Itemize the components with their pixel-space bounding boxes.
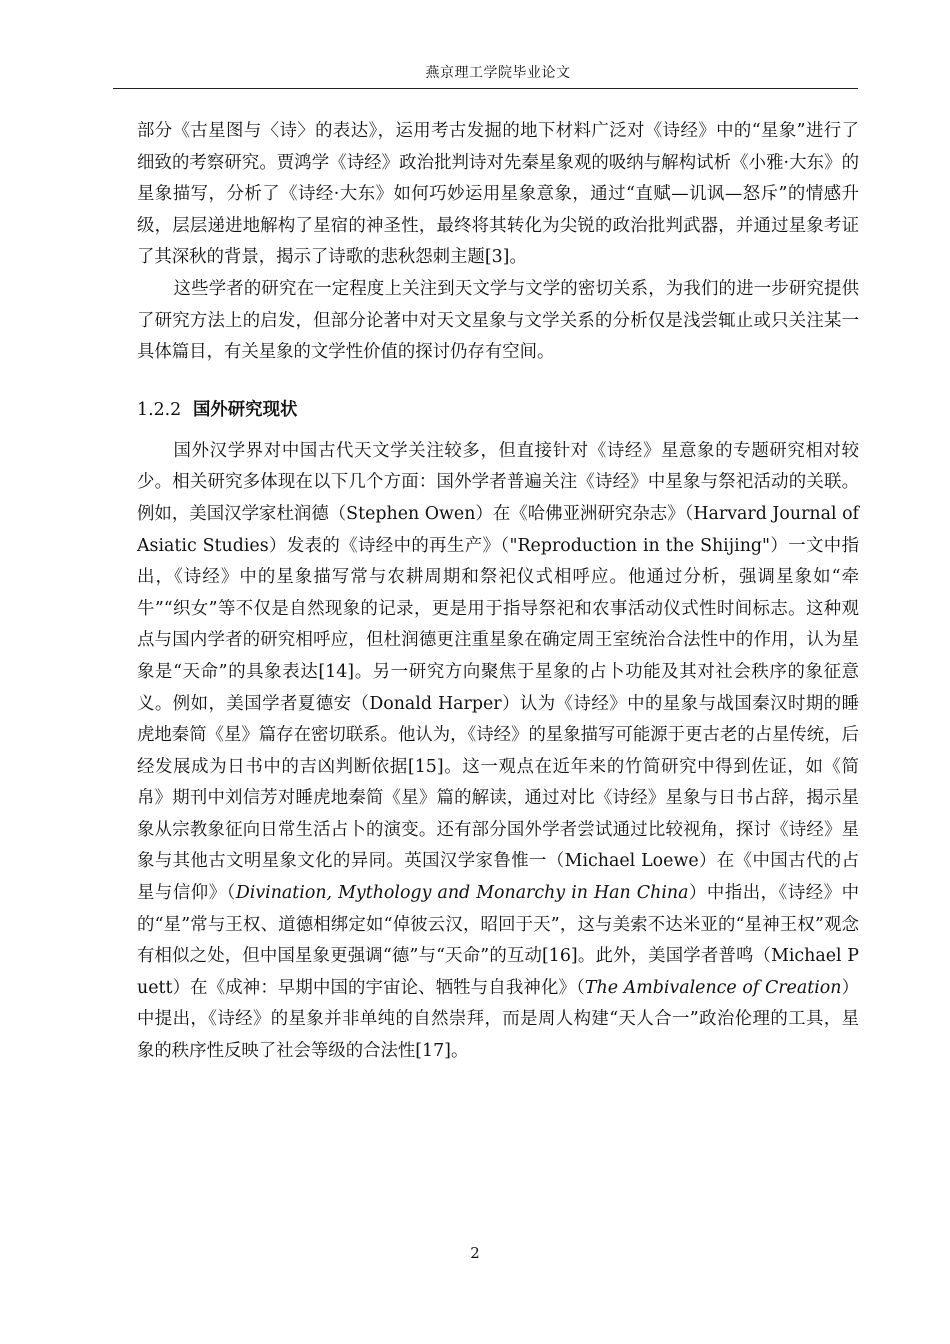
paragraph-text-part-c: ）中提出，《诗经》的星象并非单纯的自然崇拜，而是周人构建“天人合一”政治伦理的工具，星象的秩序性反映了社会等级的合法性[17]。 [137,977,859,1062]
header-divider [113,88,858,89]
paragraph-text-part-a: 国外汉学界对中国古代天文学关注较多，但直接针对《诗经》星意象的专题研究相对较少。相关研究多体现在以下几个方面：国外学者普遍关注《诗经》中星象与祭祀活动的关联。例如，美国汉学家杜润德（Stephen Owen）在《哈佛亚洲研究杂志》（Harvard Journal of Asiatic Studies）发表的《诗经中的再生产》（"Reproduction in the Shijing"）一文中指出，《诗经》中的星象描写常与农耕周期和祭祀仪式相呼应。他通过分析，强调星象如“牵牛”“织女”等不仅是自然现象的记录，更是用于指导祭祀和农事活动仪式性时间标志。这种观点与国内学者的研究相呼应，但杜润德更注重星象在确定周王室统治合法性中的作用，认为星象是“天命”的具象表达[14]。另一研究方向聚焦于星象的占卜功能及其对社会秩序的象征意义。例如，美国学者夏德安（Donald Harper）认为《诗经》中的星象与战国秦汉时期的睡虎地秦简《星》篇存在密切联系。他认为，《诗经》的星象描写可能源于更古老的占星传统，后经发展成为日书中的吉凶判断依据[15]。这一观点在近年来的竹简研究中得到佐证，如《简帛》期刊中刘信芳对睡虎地秦简《星》篇的解读，通过对比《诗经》星象与日书占辞，揭示星象从宗教象征向日常生活占卜的演变。还有部分国外学者尝试通过比较视角，探讨《诗经》星象与其他古文明星象文化的异同。英国汉学家鲁惟一（Michael Loewe）在《中国古代的占星与信仰》（ [137,440,859,904]
page-header: 燕京理工学院毕业论文 [425,65,571,81]
section-number: 1.2.2 [137,399,182,420]
paragraph-text-part-b: ）中指出，《诗经》中的“星”常与王权、道德相绑定如“倬彼云汉，昭回于天”，这与美索不达米亚的“星神王权”观念有相似之处，但中国星象更强调“德”与“天命”的互动[16]。此外，美国学者普鸣（Michael Puett）在《成神：早期中国的宇宙论、牺牲与自我神化》（ [137,883,859,998]
paragraph-prior-studies: 部分《古星图与〈诗〉的表达》，运用考古发掘的地下材料广泛对《诗经》中的“星象”进行了细致的考察研究。贾鸿学《诗经》政治批判诗对先秦星象观的吸纳与解构试析《小雅·大东》的星象描写，分析了《诗经·大东》如何巧妙运用星象意象，通过“直赋—讥讽—怒斥”的情感升级，层层递进地解构了星宿的神圣性，最终将其转化为尖锐的政治批判武器，并通过星象考证了其深秋的背景，揭示了诗歌的悲秋怨刺主题[3]。 [137,121,859,268]
book-title-loewe: Divination, Mythology and Monarchy in Han China [235,883,689,904]
document-body [137,116,859,1068]
book-title-puett: The Ambivalence of Creation [584,977,842,998]
paragraph-foreign-research [137,436,859,1068]
page-number: 2 [470,1244,480,1262]
section-title: 国外研究现状 [193,399,298,420]
section-heading [137,395,859,425]
paragraph-summary: 这些学者的研究在一定程度上关注到天文学与文学的密切关系，为我们的进一步研究提供了研究方法上的启发，但部分论著中对天文星象与文学关系的分析仅是浅尝辄止或只关注某一具体篇目，有关星象的文学性价值的探讨仍存有空间。 [137,278,859,363]
